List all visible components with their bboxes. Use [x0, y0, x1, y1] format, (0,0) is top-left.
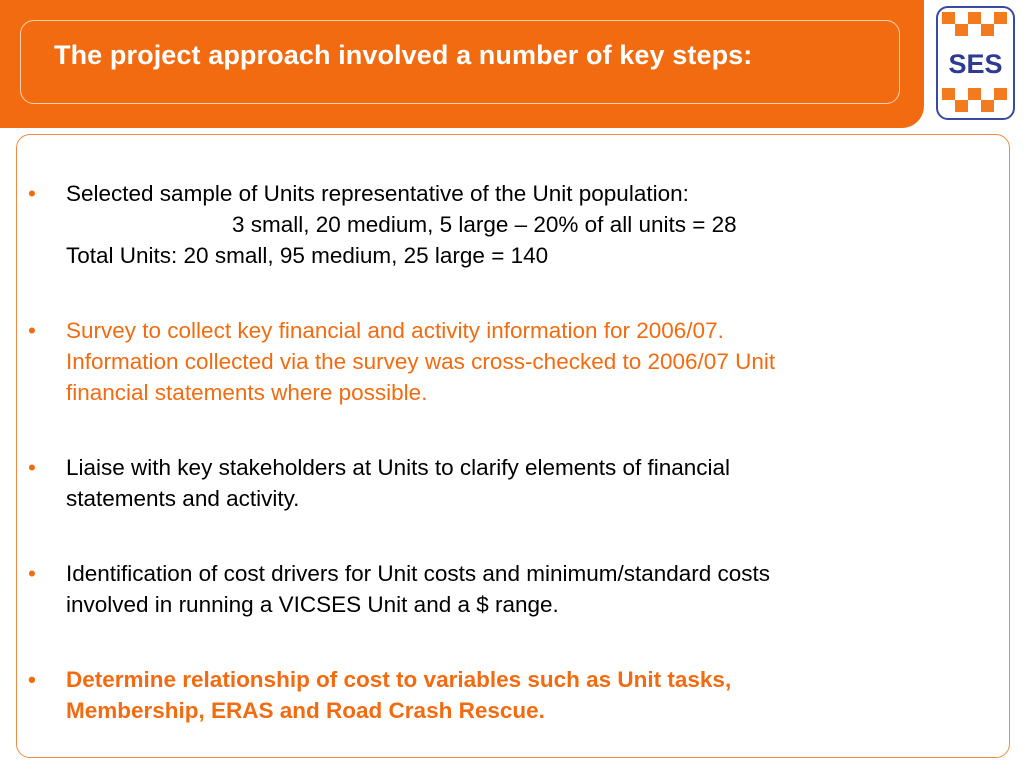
bullet-cost-drivers: [28, 558, 988, 620]
bullet-line: Total Units: 20 small, 95 medium, 25 large = 140: [66, 243, 549, 268]
bullet-relationship: [28, 664, 988, 726]
bullet-line: Selected sample of Units representative of the Unit population:: [66, 181, 689, 206]
bullet-marker: •: [28, 181, 36, 206]
bullet-line: involved in running a VICSES Unit and a $ range.: [66, 592, 559, 617]
bullet-marker: •: [28, 455, 36, 480]
bullet-line: Survey to collect key financial and activity information for 2006/07.: [66, 318, 724, 343]
bullet-line: Information collected via the survey was cross-checked to 2006/07 Unit: [66, 349, 776, 374]
bullet-line: 3 small, 20 medium, 5 large – 20% of all units = 28: [232, 212, 737, 237]
bullet-marker: •: [28, 561, 36, 586]
bullet-line: financial statements where possible.: [66, 380, 428, 405]
ses-logo-icon: [938, 8, 1013, 118]
bullet-marker: •: [28, 667, 36, 692]
bullet-line: statements and activity.: [66, 486, 300, 511]
ses-logo-text: SES: [948, 49, 1003, 79]
bullet-list: [28, 178, 988, 726]
bullet-line: Membership, ERAS and Road Crash Rescue.: [66, 698, 545, 723]
page-title: The project approach involved a number of key steps:: [54, 40, 753, 70]
bullet-line: Liaise with key stakeholders at Units to clarify elements of financial: [66, 455, 731, 480]
bullet-liaise: [28, 452, 988, 514]
bullet-marker: •: [28, 318, 36, 343]
bullet-survey: [28, 315, 988, 408]
bullet-sample-selection: [28, 178, 988, 271]
bullet-line: Identification of cost drivers for Unit costs and minimum/standard costs: [66, 561, 771, 586]
bullet-line: Determine relationship of cost to variables such as Unit tasks,: [66, 667, 732, 692]
ses-logo: [936, 6, 1015, 120]
